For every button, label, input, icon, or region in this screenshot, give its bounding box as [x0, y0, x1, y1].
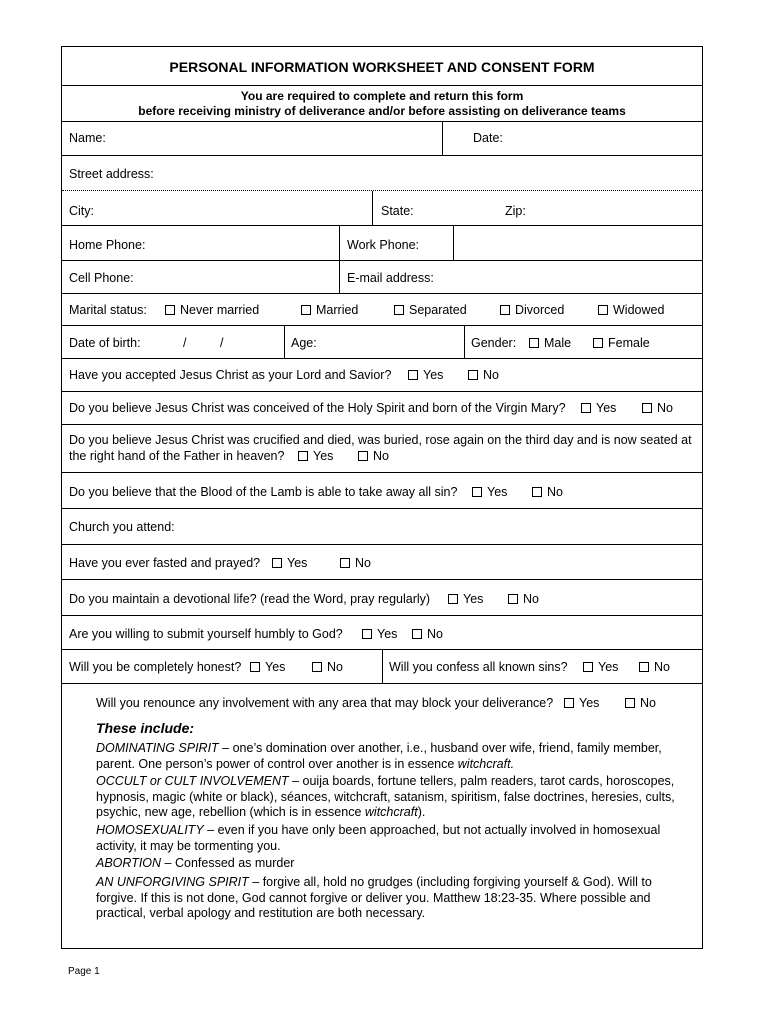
work-phone-label-cell [339, 226, 453, 260]
home-phone-label: Home Phone: [69, 238, 146, 252]
yes-option[interactable]: Yes [448, 592, 483, 606]
dob-slash: / [183, 336, 187, 350]
gender-label: Gender: [471, 336, 517, 350]
honesty-cell [62, 650, 382, 683]
abortion-paragraph: ABORTION – Confessed as murder [96, 856, 295, 870]
no-option[interactable]: No [625, 696, 656, 710]
marital-divorced[interactable]: Divorced [500, 303, 564, 317]
question-text: Do you believe Jesus Christ was conceived of the Holy Spirit and born of the Virgin Mary? [69, 401, 566, 415]
question-text: the right hand of the Father in heaven? [69, 449, 285, 463]
checkbox-icon[interactable] [625, 698, 635, 708]
work-phone-field[interactable] [453, 226, 702, 260]
yes-option[interactable]: Yes [362, 627, 397, 641]
state-label: State: [381, 204, 414, 218]
no-option[interactable]: No [468, 368, 499, 382]
question-row [62, 650, 702, 684]
yes-option[interactable]: Yes [583, 660, 618, 674]
yes-option[interactable]: Yes [472, 485, 507, 499]
checkbox-icon[interactable] [358, 451, 368, 461]
confess-cell [382, 650, 702, 683]
question-text: Have you ever fasted and prayed? [69, 556, 261, 570]
unforgiving-paragraph: AN UNFORGIVING SPIRIT – forgive all, hold no grudges (including forgiving yourself & God). Will to forgive. If this is not done, God cannot forgive or deliver you. Matthew 18:23-35. Where possible and practical, verbal apology and restitution are both necessary. [96, 875, 652, 920]
question-text: Will you be completely honest? [69, 660, 242, 674]
question-text: Are you willing to submit yourself humbly to God? [69, 627, 343, 641]
street-label: Street address: [69, 167, 154, 181]
checkbox-icon[interactable] [362, 629, 372, 639]
marital-married[interactable]: Married [301, 303, 358, 317]
checkbox-icon[interactable] [593, 338, 603, 348]
yes-option[interactable]: Yes [408, 368, 443, 382]
marital-never-married[interactable]: Never married [165, 303, 259, 317]
question-row [62, 545, 702, 580]
checkbox-icon[interactable] [468, 370, 478, 380]
checkbox-icon[interactable] [412, 629, 422, 639]
gender-female[interactable]: Female [593, 336, 650, 350]
homosexuality-paragraph: HOMOSEXUALITY – even if you have only been approached, but not actually involved in homosexual activity, it may be tormenting you. [96, 823, 661, 853]
church-label: Church you attend: [69, 520, 175, 534]
yes-option[interactable]: Yes [581, 401, 616, 415]
work-phone-label: Work Phone: [347, 238, 420, 252]
question-text: Do you maintain a devotional life? (read the Word, pray regularly) [69, 592, 431, 606]
question-row [62, 359, 702, 392]
question-text: Have you accepted Jesus Christ as your Lord and Savior? [69, 368, 392, 382]
city-label: City: [69, 204, 94, 218]
checkbox-icon[interactable] [598, 305, 608, 315]
question-text: Do you believe Jesus Christ was crucified and died, was buried, rose again on the third day and is now seated at [69, 433, 692, 447]
yes-option[interactable]: Yes [564, 696, 599, 710]
age-field[interactable] [284, 326, 464, 358]
email-field[interactable] [339, 261, 702, 293]
no-option[interactable]: No [340, 556, 371, 570]
zip-label: Zip: [505, 204, 526, 218]
city-row [62, 191, 702, 226]
street-row[interactable] [62, 156, 702, 191]
date-label: Date: [473, 131, 503, 145]
age-label: Age: [291, 336, 317, 350]
form-title: PERSONAL INFORMATION WORKSHEET AND CONSENT FORM [169, 59, 595, 75]
subtitle-line-2: before receiving ministry of deliverance and/or before assisting on deliverance teams [138, 104, 626, 118]
no-option[interactable]: No [508, 592, 539, 606]
checkbox-icon[interactable] [532, 487, 542, 497]
checkbox-icon[interactable] [472, 487, 482, 497]
home-phone-field[interactable] [62, 226, 339, 260]
state-field[interactable] [372, 191, 702, 225]
gender-cell [464, 326, 702, 358]
checkbox-icon[interactable] [298, 451, 308, 461]
checkbox-icon[interactable] [639, 662, 649, 672]
dob-label: Date of birth: [69, 336, 141, 350]
gender-male[interactable]: Male [529, 336, 571, 350]
checkbox-icon[interactable] [564, 698, 574, 708]
marital-label: Marital status: [69, 303, 147, 317]
renounce-section [62, 684, 702, 948]
page-number: Page 1 [68, 966, 100, 977]
checkbox-icon[interactable] [250, 662, 260, 672]
question-row [62, 473, 702, 509]
question-text: Will you confess all known sins? [389, 660, 568, 674]
checkbox-icon[interactable] [301, 305, 311, 315]
includes-heading: These include: [96, 720, 195, 736]
checkbox-icon[interactable] [581, 403, 591, 413]
marital-row [62, 294, 702, 326]
checkbox-icon[interactable] [340, 558, 350, 568]
name-date-row [62, 122, 702, 156]
yes-option[interactable]: Yes [272, 556, 307, 570]
checkbox-icon[interactable] [529, 338, 539, 348]
church-row[interactable] [62, 509, 702, 545]
dob-row [62, 326, 702, 359]
marital-separated[interactable]: Separated [394, 303, 467, 317]
subtitle-line-1: You are required to complete and return this form [240, 89, 524, 103]
checkbox-icon[interactable] [508, 594, 518, 604]
no-option[interactable]: No [312, 660, 343, 674]
checkbox-icon[interactable] [394, 305, 404, 315]
checkbox-icon[interactable] [448, 594, 458, 604]
subtitle-row [62, 86, 702, 122]
marital-widowed[interactable]: Widowed [598, 303, 664, 317]
phone-row [62, 226, 702, 261]
dob-field[interactable] [62, 326, 284, 358]
question-row [62, 392, 702, 425]
question-row [62, 425, 702, 473]
question-row [62, 616, 702, 650]
cell-email-row [62, 261, 702, 294]
title-row [62, 47, 702, 86]
cell-phone-field[interactable] [62, 261, 339, 293]
checkbox-icon[interactable] [165, 305, 175, 315]
no-option[interactable]: No [532, 485, 563, 499]
checkbox-icon[interactable] [408, 370, 418, 380]
occult-paragraph: OCCULT or CULT INVOLVEMENT – ouija boards, fortune tellers, palm readers, tarot cards, horoscopes, hypnosis, magic (white or black), séances, witchcraft, satanism, spiritism, false doctrines, heresies, cults, psychic, new age, rebellion (which is in essence witchcraft). [96, 774, 675, 819]
consent-form [61, 46, 703, 949]
no-option[interactable]: No [642, 401, 673, 415]
checkbox-icon[interactable] [583, 662, 593, 672]
no-option[interactable]: No [358, 449, 389, 463]
dob-slash: / [220, 336, 224, 350]
name-field[interactable] [62, 122, 442, 155]
cell-phone-label: Cell Phone: [69, 271, 134, 285]
email-label: E-mail address: [347, 271, 434, 285]
dominating-spirit-paragraph: DOMINATING SPIRIT – one’s domination over another, i.e., husband over wife, friend, family member, parent. One person’s power of control over another is in essence witchcraft. [96, 741, 662, 771]
name-label: Name: [69, 131, 106, 145]
no-option[interactable]: No [412, 627, 443, 641]
question-text: Do you believe that the Blood of the Lamb is able to take away all sin? [69, 485, 458, 499]
checkbox-icon[interactable] [500, 305, 510, 315]
question-row [62, 580, 702, 616]
question-text: Will you renounce any involvement with any area that may block your deliverance? [96, 696, 554, 710]
checkbox-icon[interactable] [312, 662, 322, 672]
checkbox-icon[interactable] [272, 558, 282, 568]
date-field[interactable] [442, 122, 702, 155]
checkbox-icon[interactable] [642, 403, 652, 413]
no-option[interactable]: No [639, 660, 670, 674]
city-field[interactable] [62, 191, 372, 225]
yes-option[interactable]: Yes [298, 449, 333, 463]
yes-option[interactable]: Yes [250, 660, 285, 674]
